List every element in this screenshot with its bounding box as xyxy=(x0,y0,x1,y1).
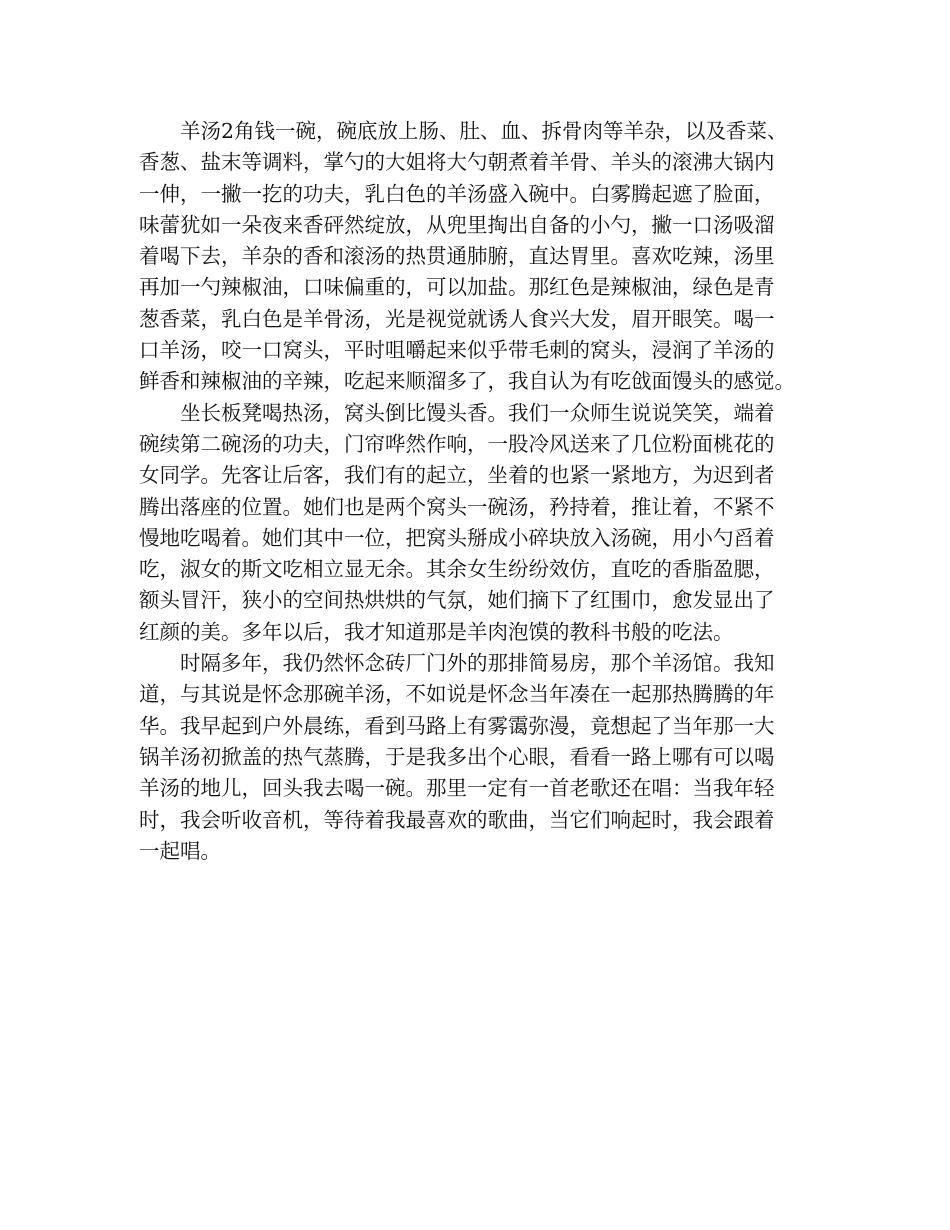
text-line: 坐长板凳喝热汤，窝头倒比馒头香。我们一众师生说说笑笑，端着 xyxy=(180,400,775,425)
text-line: 腾出落座的位置。她们也是两个窝头一碗汤，矜持着，推让着，不紧不 xyxy=(139,494,775,519)
text-line: 吃，淑女的斯文吃相立显无余。其余女生纷纷效仿，直吃的香脂盈腮， xyxy=(139,557,775,582)
paragraph-1 xyxy=(139,116,829,398)
text-line: 慢地吃喝着。她们其中一位，把窝头掰成小碎块放入汤碗，用小勺舀着 xyxy=(139,525,775,550)
text-line: 华。我早起到户外晨练，看到马路上有雾霭弥漫，竟想起了当年那一大 xyxy=(139,713,775,738)
text-line: 再加一勺辣椒油，口味偏重的，可以加盐。那红色是辣椒油，绿色是青 xyxy=(139,275,775,300)
article-body xyxy=(139,116,829,867)
text-line: 着喝下去，羊杂的香和滚汤的热贯通肺腑，直达胃里。喜欢吃辣，汤里 xyxy=(139,244,775,269)
text-line: 葱香菜，乳白色是羊骨汤，光是视觉就诱人食兴大发，眉开眼笑。喝一 xyxy=(139,306,775,331)
text-line: 红颜的美。多年以后，我才知道那是羊肉泡馍的教科书般的吃法。 xyxy=(139,619,734,644)
paragraph-3 xyxy=(139,648,829,867)
text-line: 口羊汤，咬一口窝头，平时咀嚼起来似乎带毛刺的窝头，浸润了羊汤的 xyxy=(139,338,775,363)
paragraph-2 xyxy=(139,398,829,648)
text-line: 女同学。先客让后客，我们有的起立，坐着的也紧一紧地方，为迟到者 xyxy=(139,463,775,488)
text-line: 羊汤2角钱一碗，碗底放上肠、肚、血、拆骨肉等羊杂，以及香菜、 xyxy=(180,119,788,143)
text-line: 时隔多年，我仍然怀念砖厂门外的那排简易房，那个羊汤馆。我知 xyxy=(180,651,775,676)
text-line: 一起唱。 xyxy=(139,838,221,863)
text-line: 额头冒汗，狭小的空间热烘烘的气氛，她们摘下了红围巾，愈发显出了 xyxy=(139,588,775,613)
text-line: 香葱、盐末等调料，掌勺的大姐将大勺朝煮着羊骨、羊头的滚沸大锅内 xyxy=(139,150,775,175)
text-line: 时，我会听收音机，等待着我最喜欢的歌曲，当它们响起时，我会跟着 xyxy=(139,807,775,832)
text-line: 碗续第二碗汤的功夫，门帘哗然作响，一股冷风送来了几位粉面桃花的 xyxy=(139,431,775,456)
text-line: 道，与其说是怀念那碗羊汤，不如说是怀念当年凑在一起那热腾腾的年 xyxy=(139,682,775,707)
text-line: 鲜香和辣椒油的辛辣，吃起来顺溜多了，我自认为有吃戗面馒头的感觉。 xyxy=(139,369,795,394)
text-line: 羊汤的地儿，回头我去喝一碗。那里一定有一首老歌还在唱：当我年轻 xyxy=(139,776,775,801)
text-line: 一伸，一撇一扢的功夫，乳白色的羊汤盛入碗中。白雾腾起遮了脸面， xyxy=(139,181,775,206)
text-line: 锅羊汤初掀盖的热气蒸腾，于是我多出个心眼，看看一路上哪有可以喝 xyxy=(139,744,775,769)
text-line: 味蕾犹如一朵夜来香砰然绽放，从兜里掏出自备的小勺，撇一口汤吸溜 xyxy=(139,212,775,237)
